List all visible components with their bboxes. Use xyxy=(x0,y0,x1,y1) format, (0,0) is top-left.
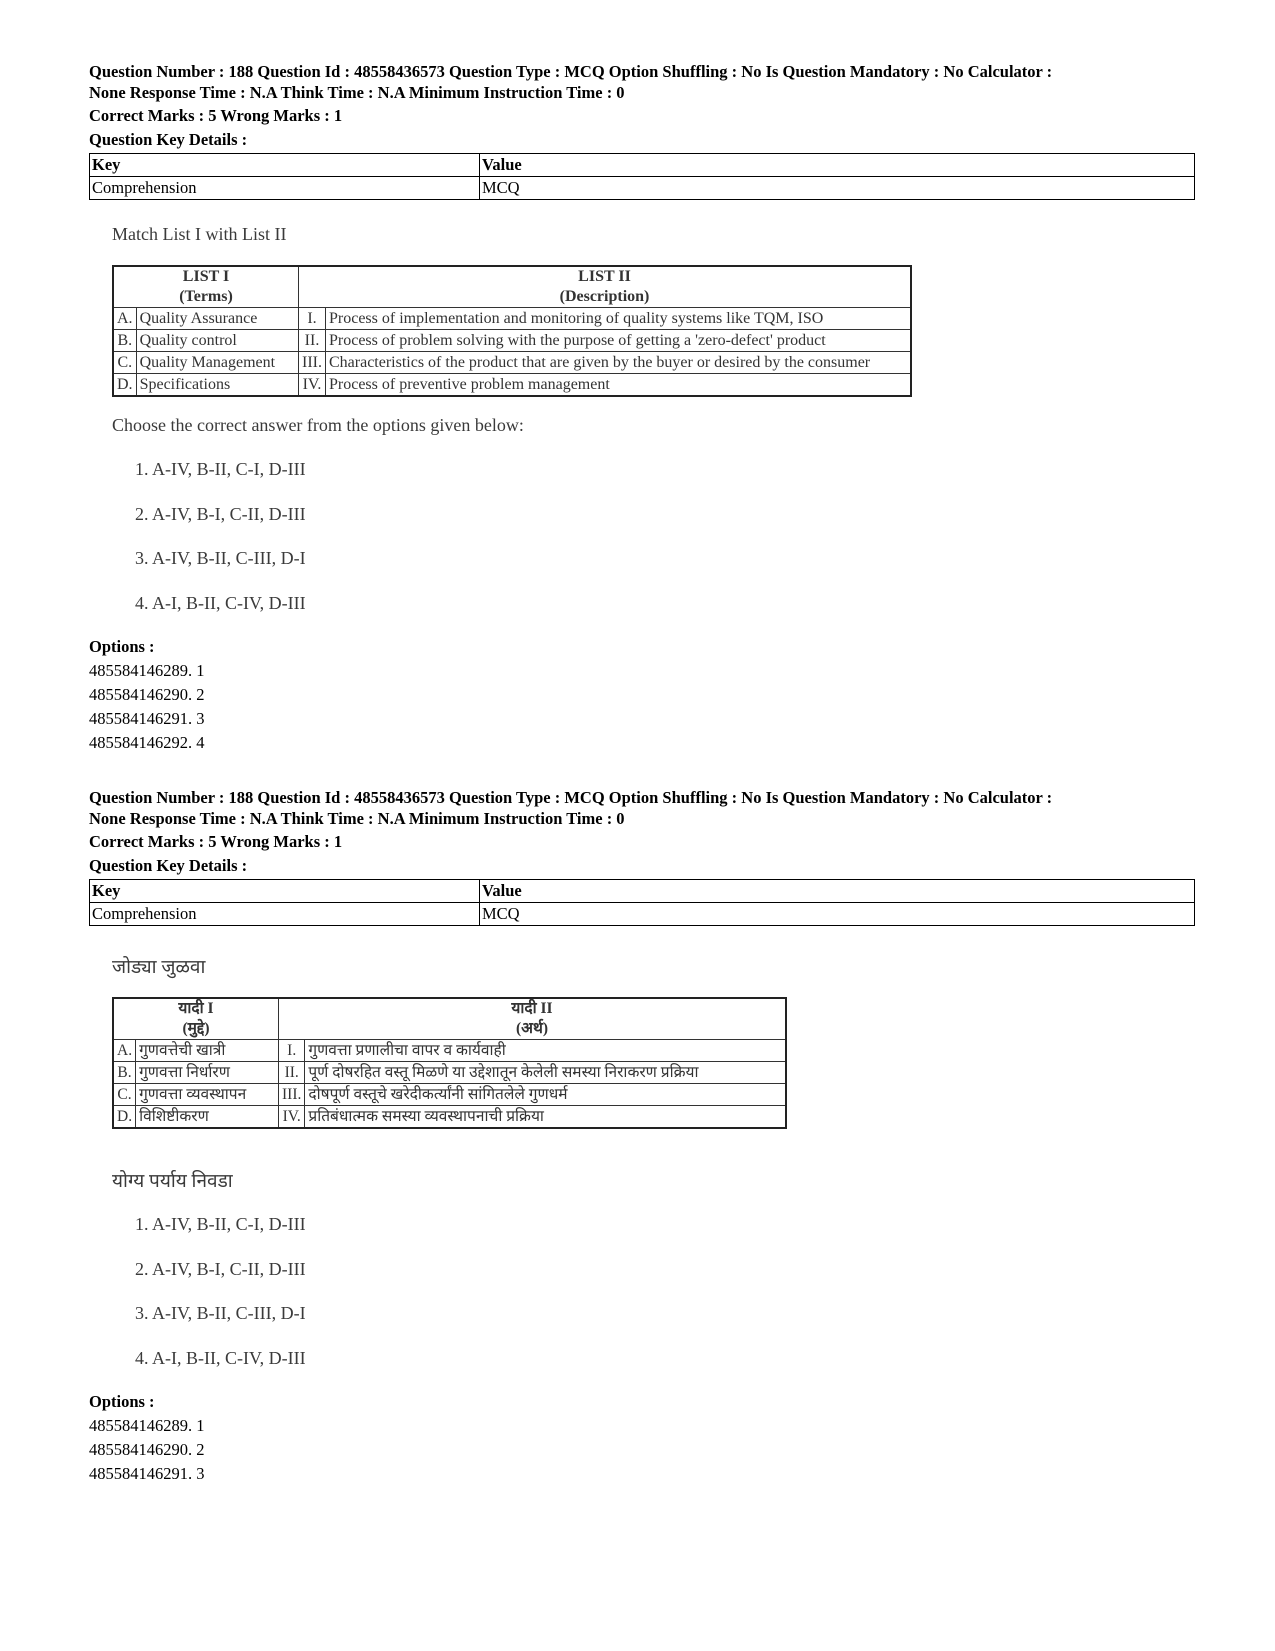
question-intro: जोड्या जुळवा xyxy=(112,957,206,978)
match-row: C. गुणवत्ता व्यवस्थापन III. दोषपूर्ण वस्तूचे खरेदीकर्त्यांनी सांगितलेले गुणधर्म xyxy=(113,1084,786,1106)
match-table xyxy=(112,997,787,1129)
question-meta xyxy=(89,787,1199,829)
key-details-title: Question Key Details : xyxy=(89,856,248,875)
option-item: 485584146292. 4 xyxy=(89,733,205,752)
option-item: 485584146291. 3 xyxy=(89,709,205,728)
kv-row-value: MCQ xyxy=(480,177,1195,200)
options-title: Options : xyxy=(89,1392,155,1411)
kv-head-value: Value xyxy=(480,880,1195,903)
list2-header: यादी II (अर्थ) xyxy=(279,998,787,1040)
kv-head-key: Key xyxy=(90,880,480,903)
kv-row-value: MCQ xyxy=(480,903,1195,926)
match-row: A. Quality Assurance I. Process of implementation and monitoring of quality systems like TQM, ISO xyxy=(113,308,911,330)
choice-4: 4. A-I, B-II, C-IV, D-III xyxy=(135,593,306,613)
choice-4: 4. A-I, B-II, C-IV, D-III xyxy=(135,1348,306,1368)
option-item: 485584146289. 1 xyxy=(89,1416,205,1435)
choice-2: 2. A-IV, B-I, C-II, D-III xyxy=(135,504,306,524)
choice-3: 3. A-IV, B-II, C-III, D-I xyxy=(135,548,306,568)
option-item: 485584146290. 2 xyxy=(89,685,205,704)
kv-row-key: Comprehension xyxy=(90,903,480,926)
kv-head-key: Key xyxy=(90,154,480,177)
match-row: B. Quality control II. Process of problem solving with the purpose of getting a 'zero-defect' product xyxy=(113,330,911,352)
option-item: 485584146289. 1 xyxy=(89,661,205,680)
meta-line-2: None Response Time : N.A Think Time : N.A Minimum Instruction Time : 0 xyxy=(89,809,625,828)
meta-line-1: Question Number : 188 Question Id : 48558436573 Question Type : MCQ Option Shuffling : No Is Question Mandatory : No Calculator : xyxy=(89,62,1053,81)
match-row: A. गुणवत्तेची खात्री I. गुणवत्ता प्रणालीचा वापर व कार्यवाही xyxy=(113,1040,786,1062)
key-details-title: Question Key Details : xyxy=(89,130,248,149)
marks-line: Correct Marks : 5 Wrong Marks : 1 xyxy=(89,106,343,125)
option-item: 485584146291. 3 xyxy=(89,1464,205,1483)
question-intro: Match List I with List II xyxy=(112,224,287,244)
kv-row-key: Comprehension xyxy=(90,177,480,200)
match-row: B. गुणवत्ता निर्धारण II. पूर्ण दोषरहित वस्तू मिळणे या उद्देशातून केलेली समस्या निराकरण प्रक्रिया xyxy=(113,1062,786,1084)
match-row: C. Quality Management III. Characteristics of the product that are given by the buyer or desired by the consumer xyxy=(113,352,911,374)
options-title: Options : xyxy=(89,637,155,656)
list1-header: यादी I (मुद्दे) xyxy=(113,998,279,1040)
choice-1: 1. A-IV, B-II, C-I, D-III xyxy=(135,459,306,479)
key-value-table xyxy=(89,879,1195,926)
option-item: 485584146290. 2 xyxy=(89,1440,205,1459)
choice-3: 3. A-IV, B-II, C-III, D-I xyxy=(135,1303,306,1323)
meta-line-2: None Response Time : N.A Think Time : N.A Minimum Instruction Time : 0 xyxy=(89,83,625,102)
choice-1: 1. A-IV, B-II, C-I, D-III xyxy=(135,1214,306,1234)
match-row: D. Specifications IV. Process of preventive problem management xyxy=(113,374,911,397)
match-row: D. विशिष्टीकरण IV. प्रतिबंधात्मक समस्या व्यवस्थापनाची प्रक्रिया xyxy=(113,1106,786,1129)
marks-line: Correct Marks : 5 Wrong Marks : 1 xyxy=(89,832,343,851)
choose-instruction: Choose the correct answer from the options given below: xyxy=(112,415,524,435)
key-value-table xyxy=(89,153,1195,200)
match-table xyxy=(112,265,912,397)
meta-line-1: Question Number : 188 Question Id : 48558436573 Question Type : MCQ Option Shuffling : No Is Question Mandatory : No Calculator : xyxy=(89,788,1053,807)
kv-head-value: Value xyxy=(480,154,1195,177)
list2-header: LIST II (Description) xyxy=(299,266,912,308)
question-meta xyxy=(89,61,1199,103)
choose-instruction: योग्य पर्याय निवडा xyxy=(112,1171,233,1192)
choice-2: 2. A-IV, B-I, C-II, D-III xyxy=(135,1259,306,1279)
list1-header: LIST I (Terms) xyxy=(113,266,299,308)
